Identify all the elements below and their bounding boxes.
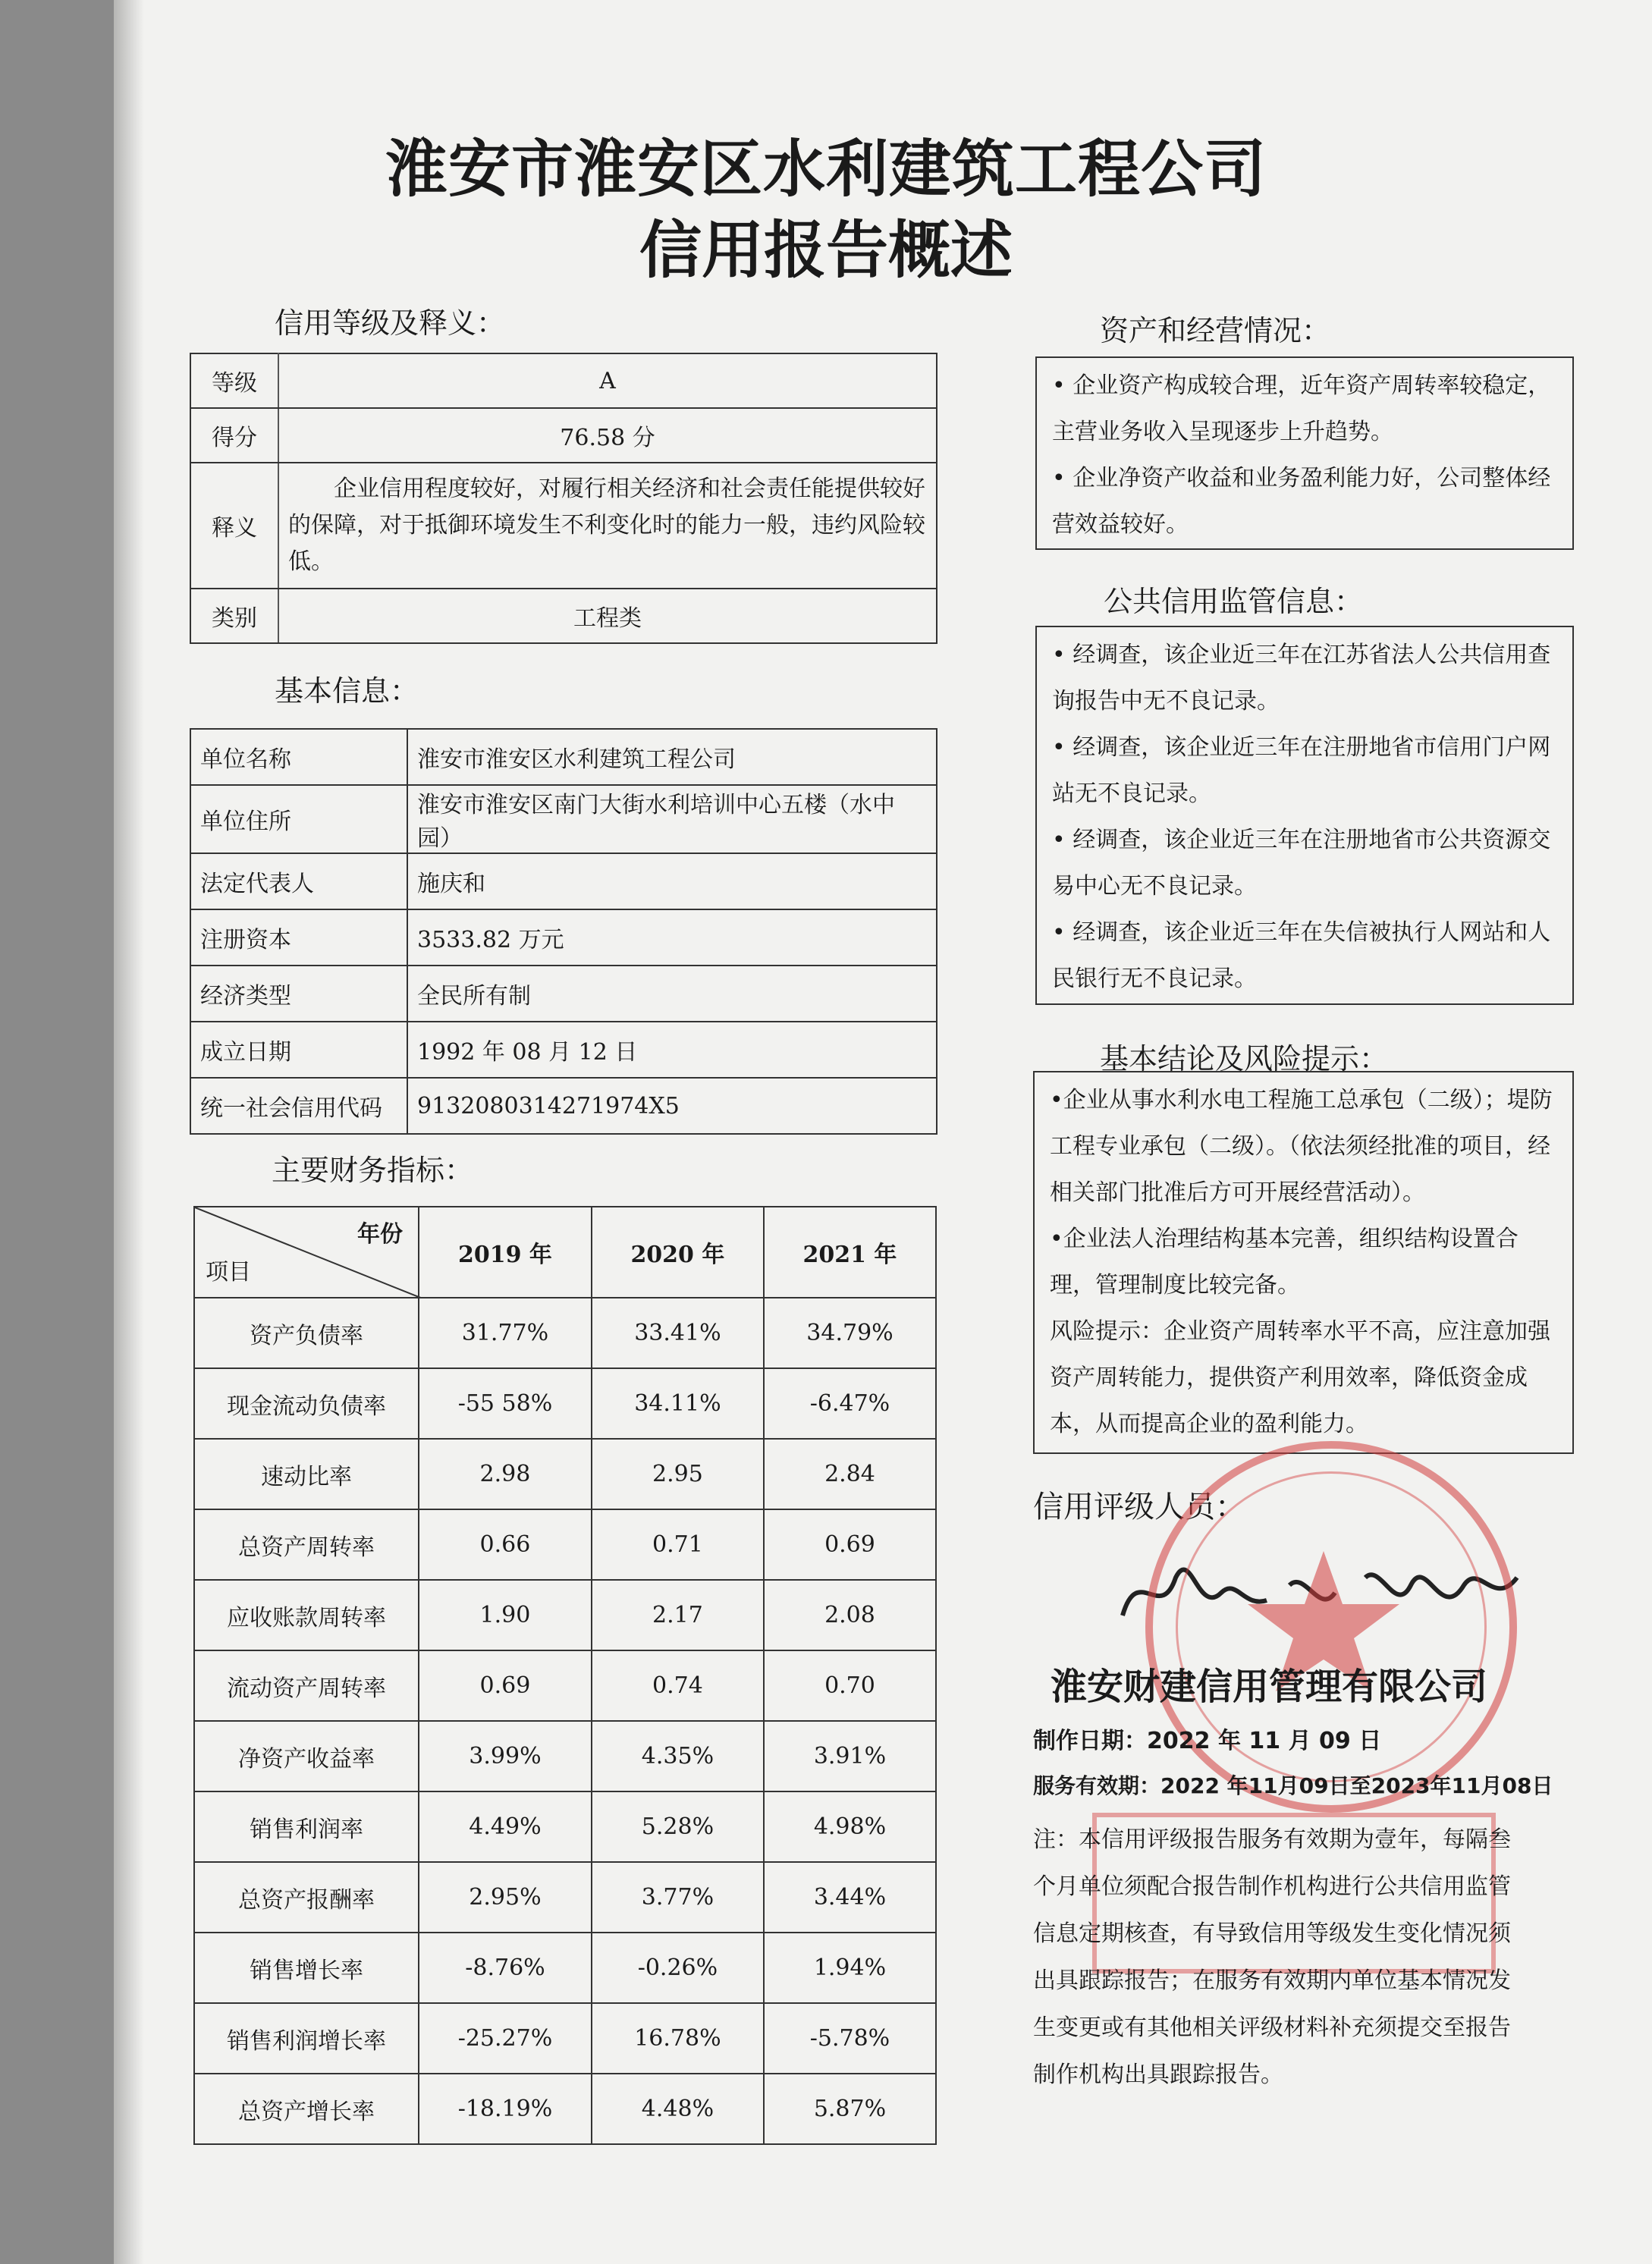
grade-heading: 信用等级及释义： [275, 306, 506, 340]
metric-name: 总资产增长率 [194, 2074, 419, 2144]
metric-value: 4.98% [764, 1791, 936, 1862]
metric-value: 0.74 [592, 1650, 764, 1721]
conclusion-item: •企业法人治理结构基本完善，组织结构设置合理，管理制度比较完备。 [1050, 1226, 1519, 1298]
metric-value: -18.19% [419, 2074, 592, 2144]
basic-label: 法定代表人 [190, 853, 407, 909]
metric-value: 0.71 [592, 1509, 764, 1580]
metric-value: 4.48% [592, 2074, 764, 2144]
assets-heading: 资产和经营情况： [1100, 314, 1331, 347]
table-row [194, 1933, 936, 2003]
metric-value: -0.26% [592, 1933, 764, 2003]
table-row [194, 1650, 936, 1721]
supervision-item: • 经调查，该企业近三年在江苏省法人公共信用查询报告中无不良记录。 [1052, 642, 1551, 714]
metric-value: 33.41% [592, 1298, 764, 1368]
supervision-item: • 经调查，该企业近三年在注册地省市公共资源交易中心无不良记录。 [1052, 827, 1551, 900]
finance-table [193, 1206, 937, 2145]
basic-value: 9132080314271974X5 [407, 1078, 937, 1134]
finance-heading: 主要财务指标： [272, 1154, 474, 1187]
metric-value: 3.99% [419, 1721, 592, 1791]
metric-value: 3.91% [764, 1721, 936, 1791]
report-title: 淮安市淮安区水利建筑工程公司 [385, 133, 1267, 206]
metric-name: 销售增长率 [194, 1933, 419, 2003]
table-corner-cell [194, 1207, 419, 1298]
table-row [194, 1368, 936, 1439]
company-seal [1145, 1441, 1517, 1813]
supervision-item: • 经调查，该企业近三年在注册地省市信用门户网站无不良记录。 [1052, 734, 1551, 807]
note-text: 注：本信用评级报告服务有效期为壹年，每隔叁个月单位须配合报告制作机构进行公共信用监管信息定期核查，有导致信用等级发生变化情况须出具跟踪报告；在服务有效期内单位基本情况发生变更或有其他相关评级材料补充须提交至报告制作机构出具跟踪报告。 [1033, 1826, 1511, 2088]
valid-period: 服务有效期：2022 年11月09日至2023年11月08日 [1033, 1773, 1553, 1798]
year-header: 2019 年 [419, 1207, 592, 1298]
metric-value: 4.49% [419, 1791, 592, 1862]
supervision-heading: 公共信用监管信息： [1104, 585, 1364, 618]
conclusion-item: 风险提示：企业资产周转率水平不高，应注意加强资产周转能力，提供资产利用效率，降低资金成本，从而提高企业的盈利能力。 [1050, 1318, 1550, 1437]
metric-value: 0.70 [764, 1650, 936, 1721]
table-row [194, 1721, 936, 1791]
metric-value: 2.98 [419, 1439, 592, 1509]
metric-name: 总资产报酬率 [194, 1862, 419, 1933]
assets-item: • 企业净资产收益和业务盈利能力好，公司整体经营效益较好。 [1052, 465, 1551, 538]
metric-value: -6.47% [764, 1368, 936, 1439]
supervision-box [1035, 626, 1574, 1005]
category-label: 类别 [190, 589, 278, 643]
basic-value: 淮安市淮安区水利建筑工程公司 [407, 729, 937, 785]
metric-name: 流动资产周转率 [194, 1650, 419, 1721]
table-row [194, 1509, 936, 1580]
page-edge-shadow [114, 0, 144, 2264]
metric-name: 销售利润率 [194, 1791, 419, 1862]
raters-heading: 信用评级人员： [1033, 1490, 1245, 1525]
table-row [194, 2003, 936, 2074]
basic-label: 单位住所 [190, 785, 407, 853]
basic-label: 注册资本 [190, 909, 407, 966]
basic-table [190, 728, 937, 1135]
metric-value: 34.11% [592, 1368, 764, 1439]
grade-label: 等级 [190, 353, 278, 408]
basic-label: 单位名称 [190, 729, 407, 785]
basic-value: 全民所有制 [407, 966, 937, 1022]
metric-value: 16.78% [592, 2003, 764, 2074]
make-date: 制作日期：2022 年 11 月 09 日 [1033, 1728, 1382, 1754]
basic-value: 施庆和 [407, 853, 937, 909]
assets-item: • 企业资产构成较合理，近年资产周转率较稳定，主营业务收入呈现逐步上升趋势。 [1052, 372, 1551, 445]
metric-value: 0.69 [419, 1650, 592, 1721]
table-row [194, 2074, 936, 2144]
metric-value: 3.77% [592, 1862, 764, 1933]
metric-value: 5.87% [764, 2074, 936, 2144]
year-header: 2020 年 [592, 1207, 764, 1298]
metric-name: 应收账款周转率 [194, 1580, 419, 1650]
metric-value: 2.08 [764, 1580, 936, 1650]
metric-name: 销售利润增长率 [194, 2003, 419, 2074]
assets-box [1035, 356, 1574, 550]
table-row [194, 1298, 936, 1368]
metric-name: 总资产周转率 [194, 1509, 419, 1580]
table-row [194, 1439, 936, 1509]
metric-value: 2.95% [419, 1862, 592, 1933]
metric-value: 0.66 [419, 1509, 592, 1580]
metric-value: 2.17 [592, 1580, 764, 1650]
metric-value: 1.94% [764, 1933, 936, 2003]
metric-value: 3.44% [764, 1862, 936, 1933]
metric-value: 5.28% [592, 1791, 764, 1862]
finance-rows [194, 1298, 936, 2144]
metric-value: -25.27% [419, 2003, 592, 2074]
score-value: 76.58 分 [278, 408, 937, 463]
basic-label: 成立日期 [190, 1022, 407, 1078]
corner-item-label: 项目 [206, 1259, 251, 1286]
metric-value: -55 58% [419, 1368, 592, 1439]
table-row [194, 1791, 936, 1862]
metric-value: 1.90 [419, 1580, 592, 1650]
meaning-label: 释义 [190, 463, 278, 589]
metric-value: 4.35% [592, 1721, 764, 1791]
table-row [194, 1862, 936, 1933]
table-row [194, 1580, 936, 1650]
grade-value: A [278, 353, 937, 408]
metric-value: -5.78% [764, 2003, 936, 2074]
basic-heading: 基本信息： [275, 674, 419, 708]
conclusion-box [1033, 1071, 1574, 1454]
metric-value: 2.84 [764, 1439, 936, 1509]
score-label: 得分 [190, 408, 278, 463]
metric-value: 0.69 [764, 1509, 936, 1580]
meaning-value: 企业信用程度较好，对履行相关经济和社会责任能提供较好的保障，对于抵御环境发生不利变化时的能力一般，违约风险较低。 [278, 463, 937, 589]
basic-value: 淮安市淮安区南门大街水利培训中心五楼（水中园） [407, 785, 937, 853]
basic-label: 经济类型 [190, 966, 407, 1022]
metric-value: 34.79% [764, 1298, 936, 1368]
metric-value: -8.76% [419, 1933, 592, 2003]
supervision-item: • 经调查，该企业近三年在失信被执行人网站和人民银行无不良记录。 [1052, 919, 1551, 992]
basic-value: 1992 年 08 月 12 日 [407, 1022, 937, 1078]
year-header: 2021 年 [764, 1207, 936, 1298]
metric-name: 净资产收益率 [194, 1721, 419, 1791]
conclusion-heading: 基本结论及风险提示： [1100, 1042, 1389, 1075]
corner-year-label: 年份 [357, 1221, 403, 1248]
basic-label: 统一社会信用代码 [190, 1078, 407, 1134]
metric-name: 现金流动负债率 [194, 1368, 419, 1439]
category-value: 工程类 [278, 589, 937, 643]
metric-name: 速动比率 [194, 1439, 419, 1509]
metric-name: 资产负债率 [194, 1298, 419, 1368]
grade-table [190, 353, 937, 644]
company-name: 淮安财建信用管理有限公司 [1051, 1666, 1488, 1708]
metric-value: 31.77% [419, 1298, 592, 1368]
basic-value: 3533.82 万元 [407, 909, 937, 966]
report-subtitle: 信用报告概述 [639, 215, 1013, 287]
conclusion-item: •企业从事水利水电工程施工总承包（二级）；堤防工程专业承包（二级）。（依法须经批准的项目，经相关部门批准后方可开展经营活动）。 [1050, 1087, 1553, 1206]
metric-value: 2.95 [592, 1439, 764, 1509]
